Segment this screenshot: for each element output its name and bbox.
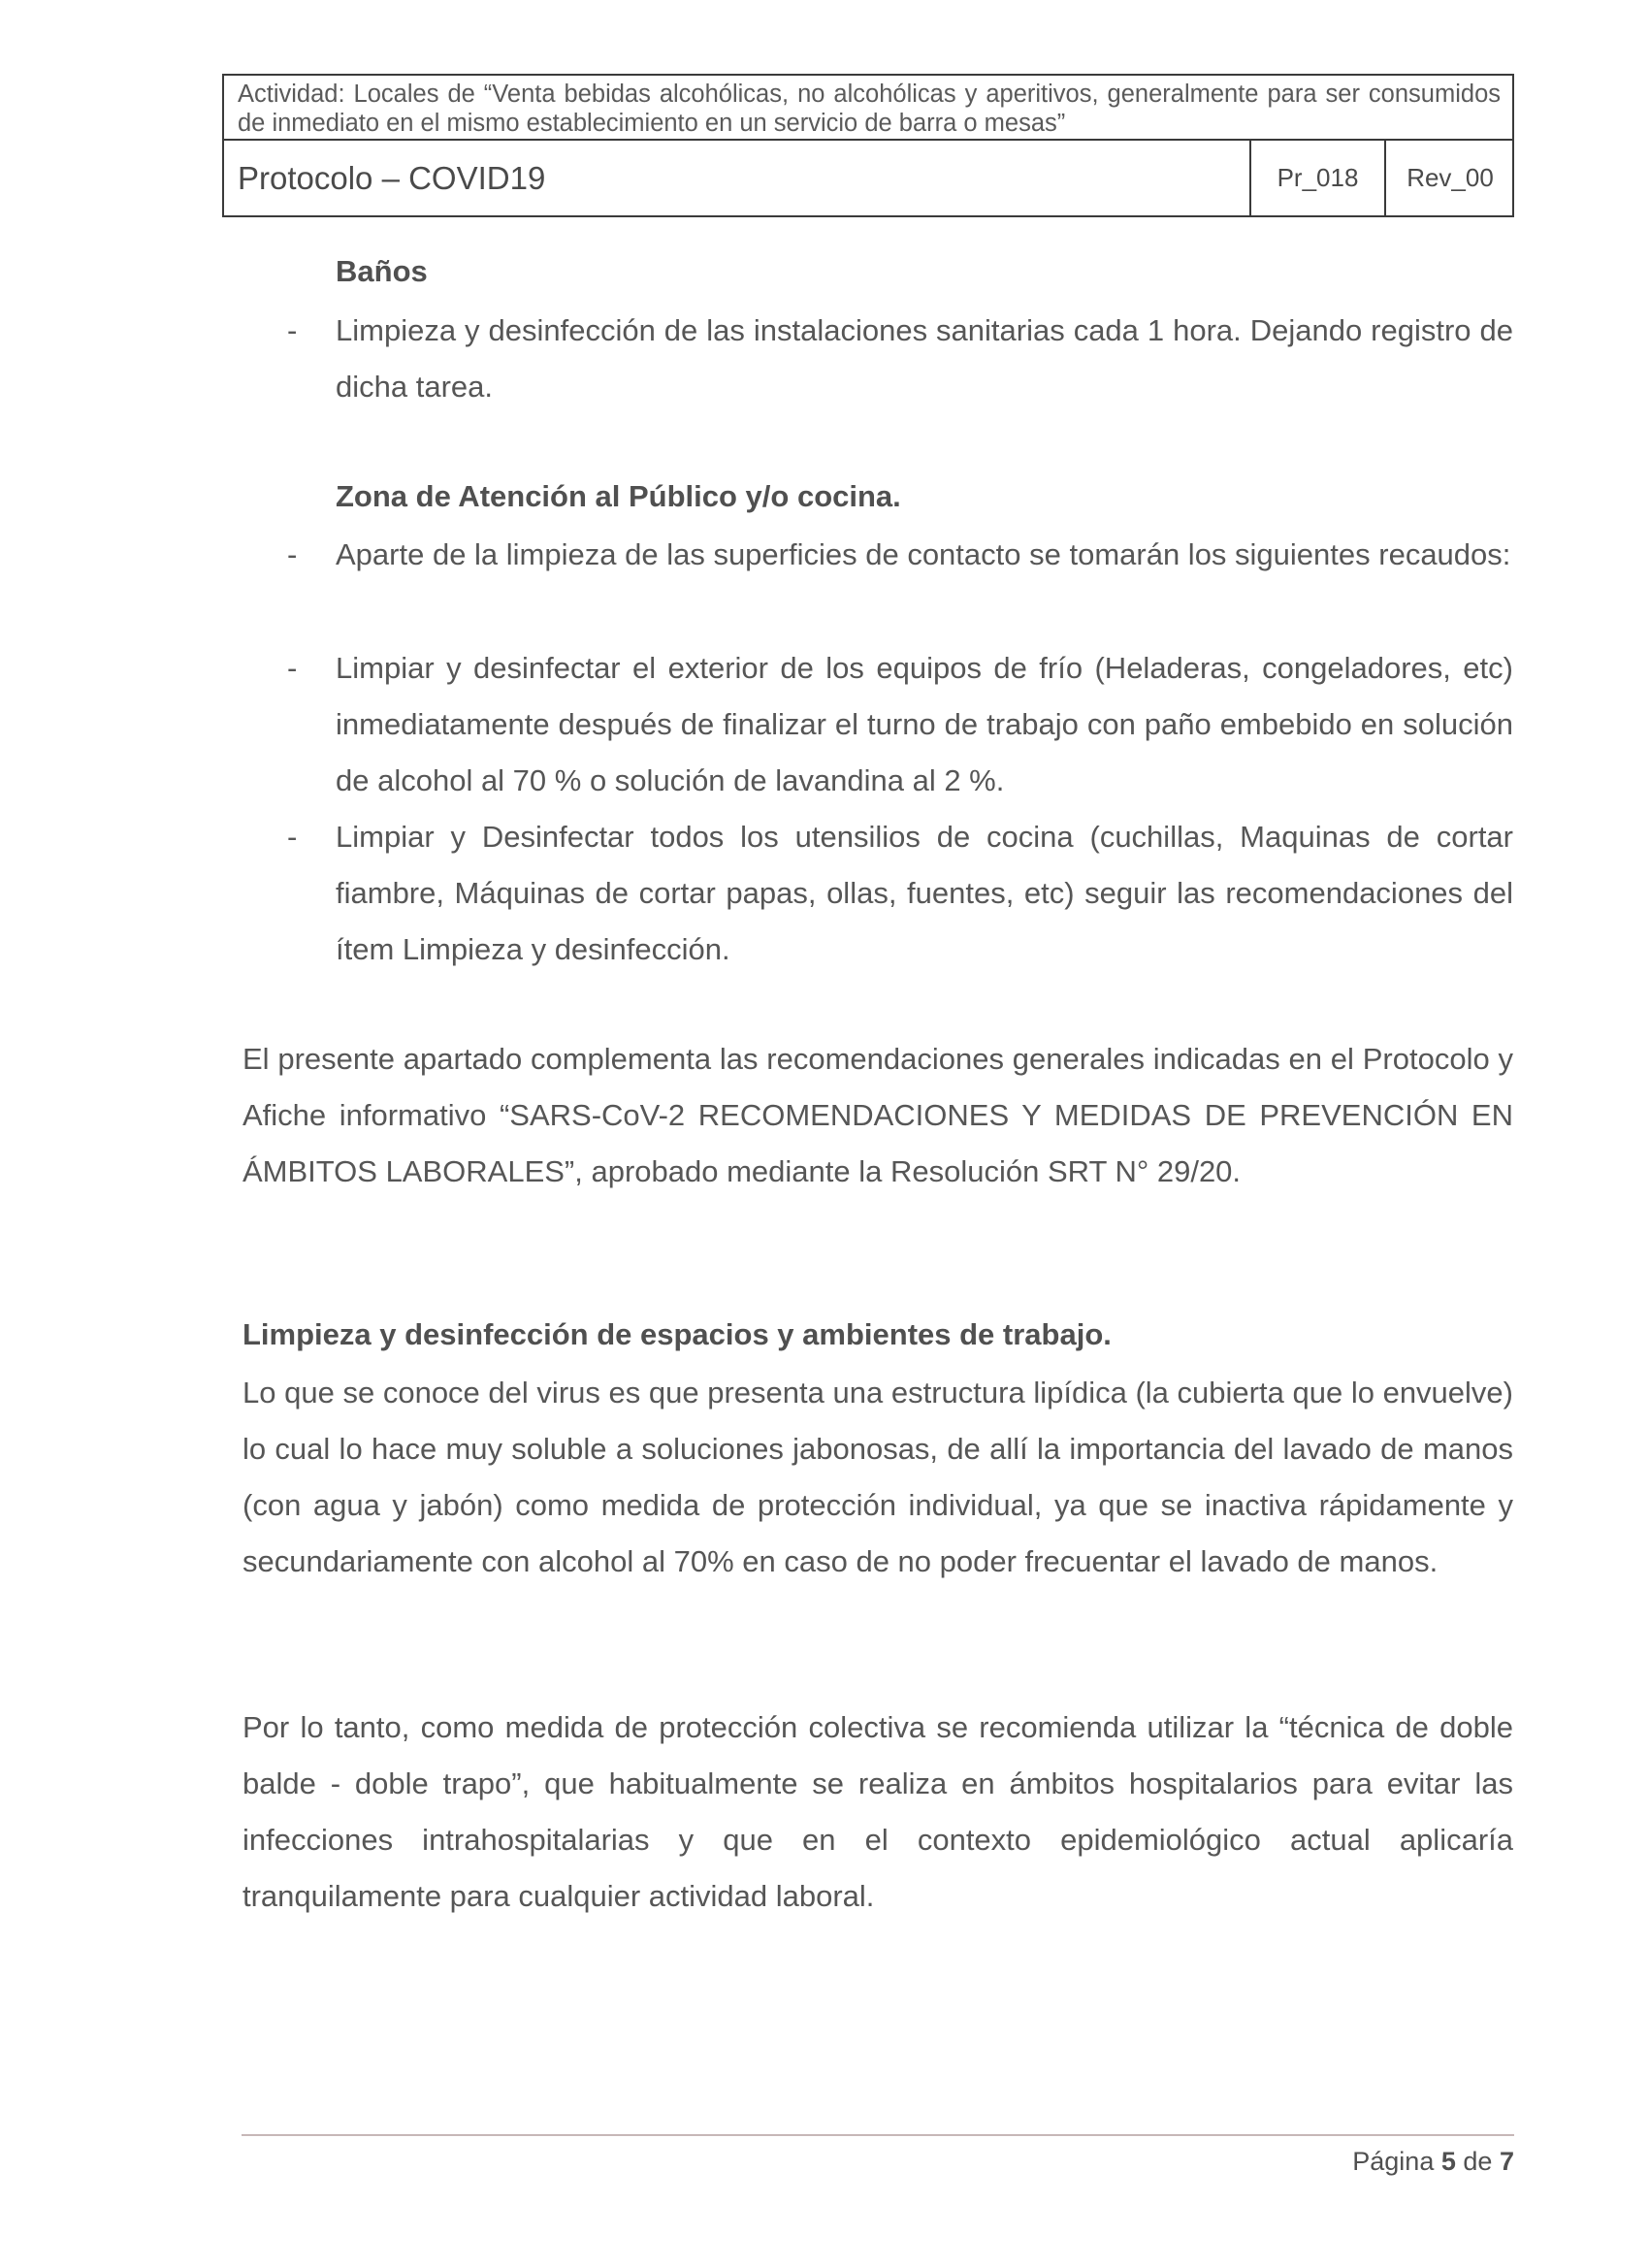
bullet-dash: - bbox=[287, 820, 298, 854]
zona-bullet-3: Limpiar y Desinfectar todos los utensilios de cocina (cuchillas, Maquinas de cortar fiambre, Máquinas de cortar papas, ollas, fuentes, etc) seguir las recomendaciones del ítem Limpieza y desinfección. bbox=[336, 820, 1513, 966]
protocol-code: Pr_018 bbox=[1249, 141, 1384, 215]
limpieza-paragraph-2: Por lo tanto, como medida de protección colectiva se recomienda utilizar la “técnica de doble balde - doble trapo”, que habitualmente se realiza en ámbitos hospitalarios para evitar las infecciones intrahospitalarias y que en el contexto epidemiológico actual aplicaría tranquilamente para cualquier actividad laboral. bbox=[242, 1710, 1513, 1913]
protocol-revision: Rev_00 bbox=[1384, 141, 1514, 215]
limpieza-heading: Limpieza y desinfección de espacios y ambientes de trabajo. bbox=[242, 1317, 1112, 1351]
of-word: de bbox=[1463, 2147, 1493, 2176]
page-number bbox=[1352, 2147, 1514, 2177]
page-total: 7 bbox=[1499, 2147, 1514, 2176]
bullet-dash: - bbox=[287, 651, 298, 685]
banos-bullet-1: Limpieza y desinfección de las instalaciones sanitarias cada 1 hora. Dejando registro de dicha tarea. bbox=[336, 313, 1513, 404]
bullet-dash: - bbox=[287, 537, 298, 571]
zona-bullet-1: Aparte de la limpieza de las superficies de contacto se tomarán los siguientes recaudos: bbox=[336, 537, 1511, 571]
zona-heading: Zona de Atención al Público y/o cocina. bbox=[336, 479, 901, 513]
protocol-title: Protocolo – COVID19 bbox=[238, 159, 546, 196]
page-word: Página bbox=[1352, 2147, 1435, 2176]
zona-bullet-2: Limpiar y desinfectar el exterior de los equipos de frío (Heladeras, congeladores, etc) inmediatamente después de finalizar el turno de trabajo con paño embebido en solución de alcohol al 70 % o solución de lavandina al 2 %. bbox=[336, 651, 1513, 797]
bullet-dash: - bbox=[287, 313, 298, 347]
activity-description: Actividad: Locales de “Venta bebidas alcohólicas, no alcohólicas y aperitivos, generalmente para ser consumidos de inmediato en el mismo establecimiento en un servicio de barra o mesas” bbox=[224, 76, 1512, 141]
complement-paragraph: El presente apartado complementa las recomendaciones generales indicadas en el Protocolo y Afiche informativo “SARS-CoV-2 RECOMENDACIONES Y MEDIDAS DE PREVENCIÓN EN ÁMBITOS LABORALES”, aprobado mediante la Resolución SRT N° 29/20. bbox=[242, 1042, 1513, 1188]
limpieza-paragraph-1: Lo que se conoce del virus es que presenta una estructura lipídica (la cubierta que lo envuelve) lo cual lo hace muy soluble a soluciones jabonosas, de allí la importancia del lavado de manos (con agua y jabón) como medida de protección individual, ya que se inactiva rápidamente y secundariamente con alcohol al 70% en caso de no poder frecuentar el lavado de manos. bbox=[242, 1376, 1513, 1578]
page-current: 5 bbox=[1440, 2147, 1456, 2176]
banos-heading: Baños bbox=[336, 254, 428, 288]
footer-divider bbox=[242, 2134, 1514, 2136]
